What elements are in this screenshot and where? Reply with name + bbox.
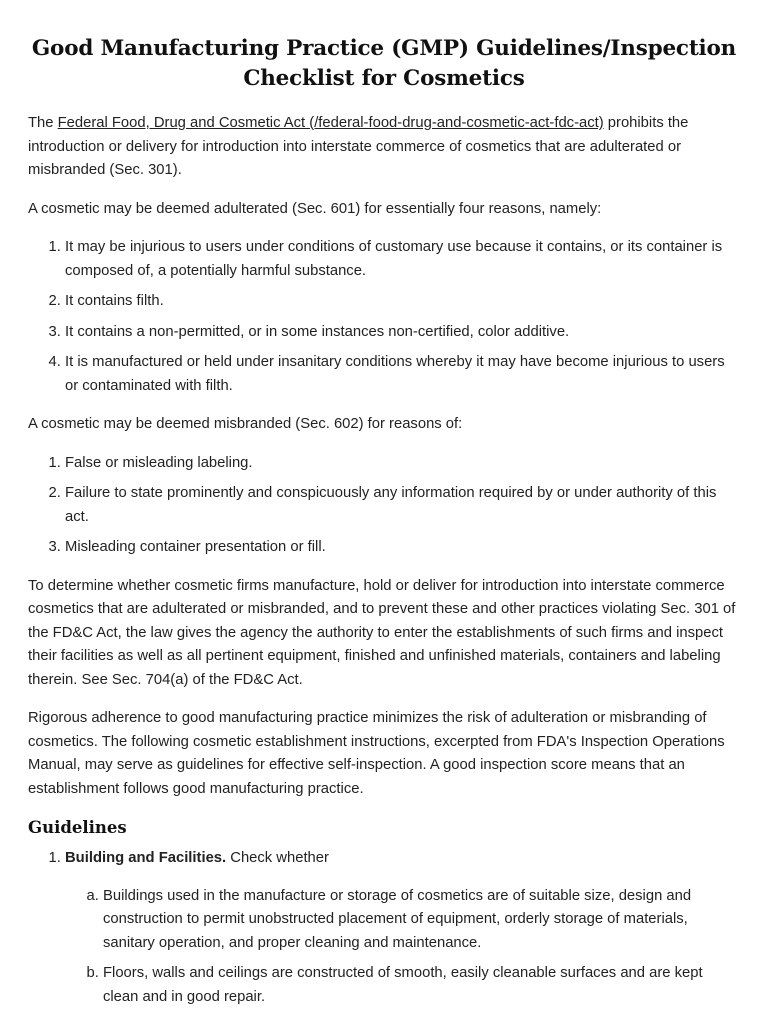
adulterated-lead: A cosmetic may be deemed adulterated (Sec. 601) for essentially four reasons, namely: <box>28 200 602 217</box>
gmp-paragraph: Rigorous adherence to good manufacturing practice minimizes the risk of adulteration or misbranding of cosmetics. The following cosmetic establishment instructions, excerpted from FDA's Inspection Operations Manual, may serve as guidelines for effective self-inspection. A good inspection score means that an establishment follows good manufacturing practice. <box>28 710 725 797</box>
guidelines-list <box>28 847 740 1009</box>
guideline-item <box>65 847 740 1009</box>
list-item: 2. It contains filth. <box>65 290 740 314</box>
intro-paragraph <box>28 112 740 183</box>
guidelines-heading: Guidelines <box>28 818 127 837</box>
guideline-text: Check whether <box>226 850 329 866</box>
misbranded-list <box>28 452 740 560</box>
guideline-subitems <box>65 885 740 1010</box>
list-item: b. Floors, walls and ceilings are constructed of smooth, easily cleanable surfaces and are kept clean and in good repair. <box>103 962 740 1009</box>
list-item: 3. It contains a non-permitted, or in some instances non-certified, color additive. <box>65 321 740 345</box>
adulterated-list <box>28 236 740 398</box>
list-item: a. Buildings used in the manufacture or storage of cosmetics are of suitable size, design and construction to permit unobstructed placement of equipment, orderly storage of materials, sanitary operation, and proper cleaning and maintenance. <box>103 885 740 956</box>
fdc-act-link[interactable]: Federal Food, Drug and Cosmetic Act (/federal-food-drug-and-cosmetic-act-fdc-act) <box>57 115 604 131</box>
list-item: 1. False or misleading labeling. <box>65 452 740 476</box>
authority-paragraph: To determine whether cosmetic firms manufacture, hold or deliver for introduction into interstate commerce cosmetics that are adulterated or misbranded, and to prevent these and other practices violating Sec. 301 of the FD&C Act, the law gives the agency the authority to enter the establishments of such firms and inspect their facilities as well as all pertinent equipment, finished and unfinished materials, containers and labeling therein. See Sec. 704(a) of the FD&C Act. <box>28 577 736 688</box>
list-item: 1. It may be injurious to users under conditions of customary use because it contains, or its container is composed of, a potentially harmful substance. <box>65 236 740 283</box>
intro-suffix: prohibits the introduction or delivery for introduction into interstate commerce of cosmetics that are adulterated or misbranded (Sec. 301). <box>28 115 689 178</box>
list-item: 4. It is manufactured or held under insanitary conditions whereby it may have become injurious to users or contaminated with filth. <box>65 351 740 398</box>
list-item: 3. Misleading container presentation or fill. <box>65 536 740 560</box>
misbranded-lead: A cosmetic may be deemed misbranded (Sec. 602) for reasons of: <box>28 416 463 432</box>
list-item: 2. Failure to state prominently and conspicuously any information required by or under authority of this act. <box>65 482 740 529</box>
guideline-title: Building and Facilities. <box>65 850 227 866</box>
intro-prefix: The <box>28 115 58 131</box>
page-title: Good Manufacturing Practice (GMP) Guidelines/Inspection Checklist for Cosmetics <box>31 36 737 91</box>
